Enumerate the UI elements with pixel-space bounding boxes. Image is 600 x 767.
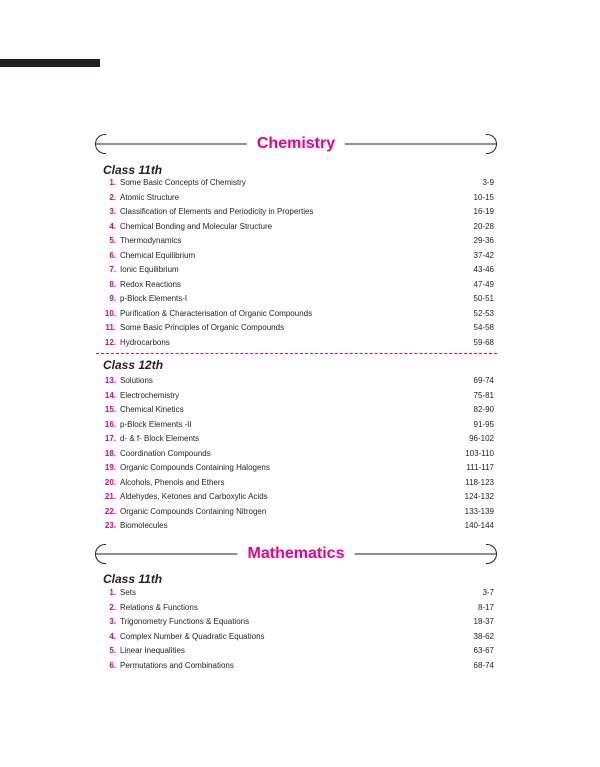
header-bracket-left bbox=[95, 544, 106, 564]
chapter-title: Chemical Equilibrium bbox=[120, 250, 196, 260]
chapter-number: 5. bbox=[109, 646, 116, 656]
page-range: 82-90 bbox=[473, 405, 494, 415]
page-range: 111-117 bbox=[466, 463, 494, 473]
chapter-title: Linear Inequalities bbox=[120, 646, 185, 656]
page-range: 103-110 bbox=[465, 448, 494, 458]
chapter-title: p-Block Elements -II bbox=[120, 419, 192, 429]
chapter-number: 1. bbox=[109, 178, 116, 187]
page-range: 118-123 bbox=[465, 477, 494, 487]
chapter-title: Organic Compounds Containing Nitrogen bbox=[120, 506, 267, 516]
chapter-number: 15. bbox=[104, 405, 116, 415]
page-range: 3-7 bbox=[482, 588, 494, 597]
page-range: 20-28 bbox=[473, 221, 494, 231]
page-range: 69-74 bbox=[473, 376, 494, 385]
chapter-title: d- & f- Block Elements bbox=[120, 434, 200, 444]
toc-entry bbox=[96, 176, 494, 191]
page-range: 96-102 bbox=[469, 434, 494, 444]
chapter-number: 5. bbox=[109, 236, 116, 246]
chapter-number: 9. bbox=[109, 294, 116, 304]
chapter-number: 19. bbox=[104, 463, 116, 473]
chapter-title: Chemical Bonding and Molecular Structure bbox=[120, 221, 273, 231]
toc-entry bbox=[96, 601, 494, 616]
page-range: 8-17 bbox=[477, 602, 494, 612]
page-range: 37-42 bbox=[473, 250, 494, 260]
chapter-number: 14. bbox=[104, 390, 116, 400]
chapter-title: Permutations and Combinations bbox=[120, 660, 234, 670]
chemistry-class12-list bbox=[96, 374, 494, 534]
class-separator bbox=[96, 353, 497, 354]
chemistry-class11-list bbox=[96, 176, 494, 351]
chapter-number: 22. bbox=[104, 506, 116, 516]
chapter-title: Organic Compounds Containing Halogens bbox=[120, 463, 270, 473]
toc-entry bbox=[96, 476, 494, 491]
toc-entry bbox=[96, 659, 494, 674]
page-range: 63-67 bbox=[473, 646, 494, 656]
toc-entry bbox=[96, 263, 494, 278]
chapter-number: 12. bbox=[104, 338, 116, 348]
page-range: 10-15 bbox=[473, 192, 494, 202]
toc-entry bbox=[96, 336, 494, 351]
chapter-number: 1. bbox=[109, 588, 116, 597]
chapter-number: 17. bbox=[104, 434, 116, 444]
chapter-title: Chemical Kinetics bbox=[120, 405, 184, 415]
page-range: 16-19 bbox=[473, 207, 494, 217]
mathematics-section-header bbox=[95, 544, 497, 564]
toc-entry bbox=[96, 615, 494, 630]
header-bracket-right bbox=[486, 134, 497, 154]
chapter-title: Biomolecules bbox=[120, 521, 168, 531]
toc-entry bbox=[96, 278, 494, 293]
chapter-number: 20. bbox=[104, 477, 116, 487]
toc-entry bbox=[96, 461, 494, 476]
header-bracket-left bbox=[95, 134, 106, 154]
page-range: 75-81 bbox=[473, 390, 494, 400]
toc-entry bbox=[96, 191, 494, 206]
toc-entry bbox=[96, 321, 494, 336]
page-range: 38-62 bbox=[473, 631, 494, 641]
page-range: 29-36 bbox=[473, 236, 494, 246]
chapter-title: Complex Number & Quadratic Equations bbox=[120, 631, 265, 641]
chapter-number: 2. bbox=[109, 192, 116, 202]
chapter-number: 4. bbox=[109, 631, 116, 641]
toc-entry bbox=[96, 249, 494, 264]
chemistry-section-header bbox=[95, 134, 497, 154]
chapter-title: Ionic Equilibrium bbox=[120, 265, 179, 275]
toc-entry bbox=[96, 292, 494, 307]
chapter-number: 18. bbox=[104, 448, 116, 458]
chapter-title: Purification & Characterisation of Organic Compounds bbox=[120, 308, 313, 318]
chapter-number: 3. bbox=[109, 207, 116, 217]
chapter-number: 3. bbox=[109, 617, 116, 627]
chapter-title: Relations & Functions bbox=[120, 602, 198, 612]
page-range: 18-37 bbox=[473, 617, 494, 627]
chapter-number: 6. bbox=[109, 660, 116, 670]
chapter-title: Some Basic Concepts of Chemistry bbox=[120, 178, 246, 187]
page-range: 54-58 bbox=[473, 323, 494, 333]
page-range: 3-9 bbox=[482, 178, 494, 187]
chapter-title: p-Block Elements-I bbox=[120, 294, 188, 304]
chapter-title: Redox Reactions bbox=[120, 279, 181, 289]
chapter-number: 13. bbox=[104, 376, 116, 385]
chapter-title: Aldehydes, Ketones and Carboxylic Acids bbox=[120, 492, 268, 502]
chapter-number: 21. bbox=[104, 492, 116, 502]
chapter-title: Coordination Compounds bbox=[120, 448, 211, 458]
chemistry-class11-heading: Class 11th bbox=[103, 163, 163, 177]
toc-entry bbox=[96, 644, 494, 659]
mathematics-title: Mathematics bbox=[238, 545, 355, 563]
chapter-title: Hydrocarbons bbox=[120, 338, 170, 348]
toc-entry bbox=[96, 389, 494, 404]
toc-entry bbox=[96, 447, 494, 462]
chapter-number: 16. bbox=[104, 419, 116, 429]
toc-entry bbox=[96, 519, 494, 534]
chapter-number: 23. bbox=[104, 521, 116, 531]
toc-entry bbox=[96, 403, 494, 418]
chapter-title: Classification of Elements and Periodicity in Properties bbox=[120, 207, 314, 217]
toc-entry bbox=[96, 234, 494, 249]
chapter-title: Some Basic Principles of Organic Compounds bbox=[120, 323, 285, 333]
chapter-title: Solutions bbox=[120, 376, 153, 385]
toc-entry bbox=[96, 220, 494, 235]
toc-entry bbox=[96, 432, 494, 447]
page-range: 52-53 bbox=[473, 308, 494, 318]
toc-entry bbox=[96, 630, 494, 645]
chapter-number: 10. bbox=[104, 308, 116, 318]
mathematics-class11-heading: Class 11th bbox=[103, 572, 163, 586]
chapter-title: Electrochemistry bbox=[120, 390, 180, 400]
chapter-title: Trigonometry Functions & Equations bbox=[120, 617, 250, 627]
chapter-title: Atomic Structure bbox=[120, 192, 180, 202]
chapter-number: 11. bbox=[105, 323, 116, 333]
corner-decoration-bar bbox=[0, 59, 100, 67]
page-range: 59-68 bbox=[473, 338, 494, 348]
page-range: 124-132 bbox=[464, 492, 494, 502]
toc-entry bbox=[96, 374, 494, 389]
chapter-number: 2. bbox=[109, 602, 116, 612]
header-bracket-right bbox=[486, 544, 497, 564]
toc-entry bbox=[96, 586, 494, 601]
page-range: 50-51 bbox=[473, 294, 494, 304]
toc-entry bbox=[96, 418, 494, 433]
chapter-number: 6. bbox=[109, 250, 116, 260]
toc-entry bbox=[96, 307, 494, 322]
chapter-title: Alcohols, Phenols and Ethers bbox=[120, 477, 225, 487]
page-range: 91-95 bbox=[473, 419, 494, 429]
page-range: 68-74 bbox=[473, 660, 494, 670]
page-range: 140-144 bbox=[464, 521, 494, 531]
page-range: 47-49 bbox=[473, 279, 494, 289]
chapter-number: 4. bbox=[109, 221, 116, 231]
chapter-number: 7. bbox=[109, 265, 116, 275]
page-range: 43-46 bbox=[473, 265, 494, 275]
toc-entry bbox=[96, 505, 494, 520]
toc-entry bbox=[96, 205, 494, 220]
chapter-title: Sets bbox=[120, 588, 137, 597]
chemistry-class12-heading: Class 12th bbox=[103, 358, 164, 372]
chapter-number: 8. bbox=[109, 279, 116, 289]
toc-entry bbox=[96, 490, 494, 505]
page-range: 133-139 bbox=[464, 506, 494, 516]
chemistry-title: Chemistry bbox=[247, 135, 345, 153]
chapter-title: Thermodynamics bbox=[120, 236, 182, 246]
mathematics-class11-list bbox=[96, 586, 494, 673]
